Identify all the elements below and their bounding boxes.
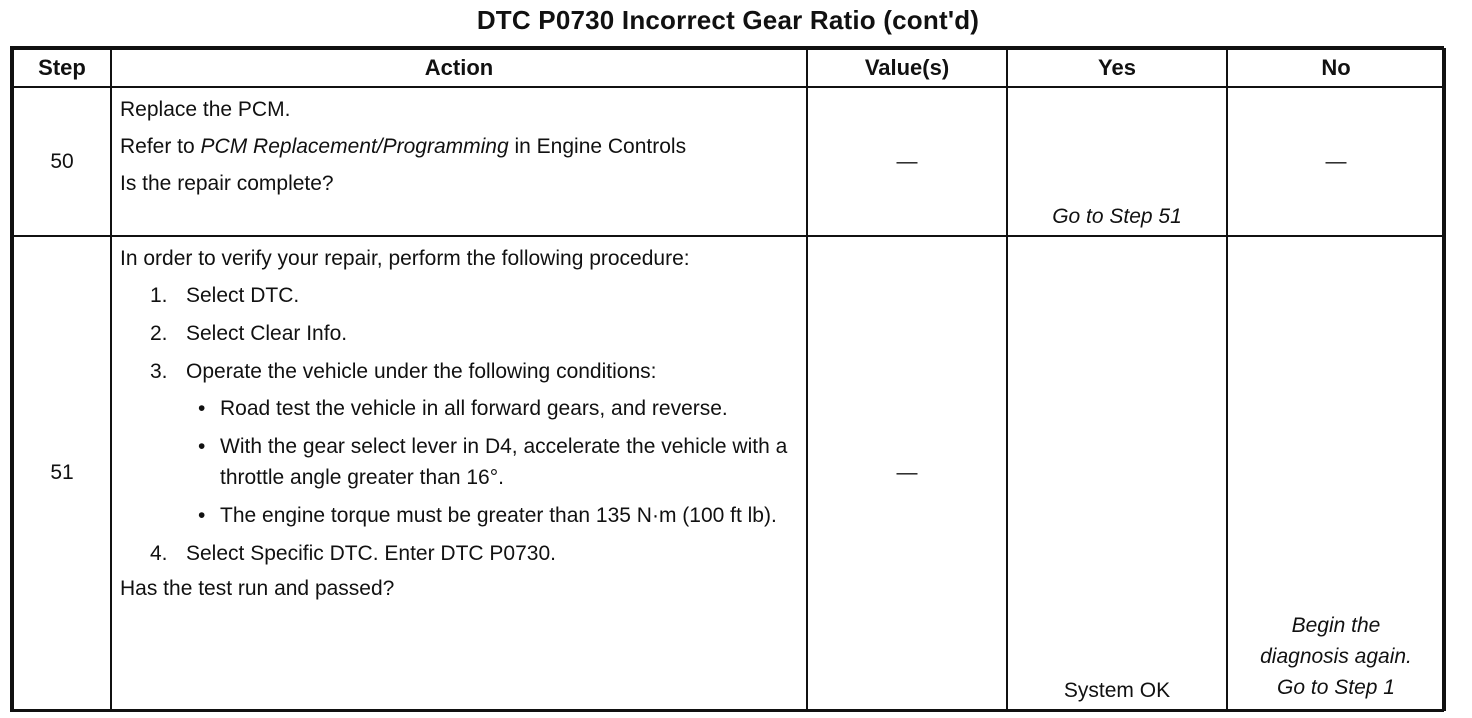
no-cell-line: Begin the diagnosis again. [1260, 614, 1412, 668]
action-line: Replace the PCM. [120, 98, 291, 121]
bullet-item [186, 431, 798, 493]
value-cell: — [807, 87, 1007, 236]
step-number: 50 [13, 87, 111, 236]
list-item-number: 3. [150, 360, 168, 383]
list-item-text: Select DTC. [186, 284, 300, 307]
bullet-item [186, 393, 798, 424]
procedure-list [120, 280, 798, 569]
action-question: Is the repair complete? [120, 172, 334, 195]
action-question: Has the test run and passed? [120, 577, 395, 600]
column-header-yes: Yes [1007, 49, 1227, 87]
list-item-number: 4. [150, 542, 168, 565]
bullet-text: With the gear select lever in D4, accelerate the vehicle with a throttle angle greater than 16°. [220, 435, 788, 489]
action-reference [120, 131, 798, 162]
list-item-number: 2. [150, 322, 168, 345]
table-row [13, 87, 1445, 236]
column-header-no: No [1227, 49, 1445, 87]
action-reference-prefix: Refer to [120, 135, 201, 158]
bullet-text: The engine torque must be greater than 135 N·m (100 ft lb). [220, 504, 777, 527]
action-cell [111, 236, 807, 710]
bullet-icon: • [198, 504, 206, 527]
no-cell: — [1227, 87, 1445, 236]
list-item [120, 280, 798, 311]
column-header-action: Action [111, 49, 807, 87]
yes-cell: System OK [1007, 236, 1227, 710]
step-number: 51 [13, 236, 111, 710]
list-item [120, 538, 798, 569]
action-reference-suffix: in Engine Controls [508, 135, 687, 158]
value-cell: — [807, 236, 1007, 710]
yes-cell: Go to Step 51 [1007, 87, 1227, 236]
table-header-row [13, 49, 1445, 87]
list-item-text: Select Specific DTC. Enter DTC P0730. [186, 542, 556, 565]
list-item-number: 1. [150, 284, 168, 307]
column-header-values: Value(s) [807, 49, 1007, 87]
column-header-step: Step [13, 49, 111, 87]
bullet-icon: • [198, 397, 206, 420]
action-reference-title: PCM Replacement/Programming [200, 135, 509, 158]
list-item-text: Operate the vehicle under the following conditions: [186, 360, 657, 383]
no-cell [1227, 236, 1445, 710]
table-row [13, 236, 1445, 710]
action-intro: In order to verify your repair, perform the following procedure: [120, 247, 690, 270]
no-cell-line: Go to Step 1 [1277, 676, 1395, 699]
condition-list [186, 393, 798, 531]
bullet-item [186, 500, 798, 531]
bullet-text: Road test the vehicle in all forward gears, and reverse. [220, 397, 728, 420]
list-item-text: Select Clear Info. [186, 322, 348, 345]
list-item [120, 356, 798, 531]
list-item [120, 318, 798, 349]
bullet-icon: • [198, 435, 206, 458]
diagnostic-table [12, 48, 1446, 711]
page-title: DTC P0730 Incorrect Gear Ratio (cont'd) [476, 5, 980, 35]
action-cell [111, 87, 807, 236]
